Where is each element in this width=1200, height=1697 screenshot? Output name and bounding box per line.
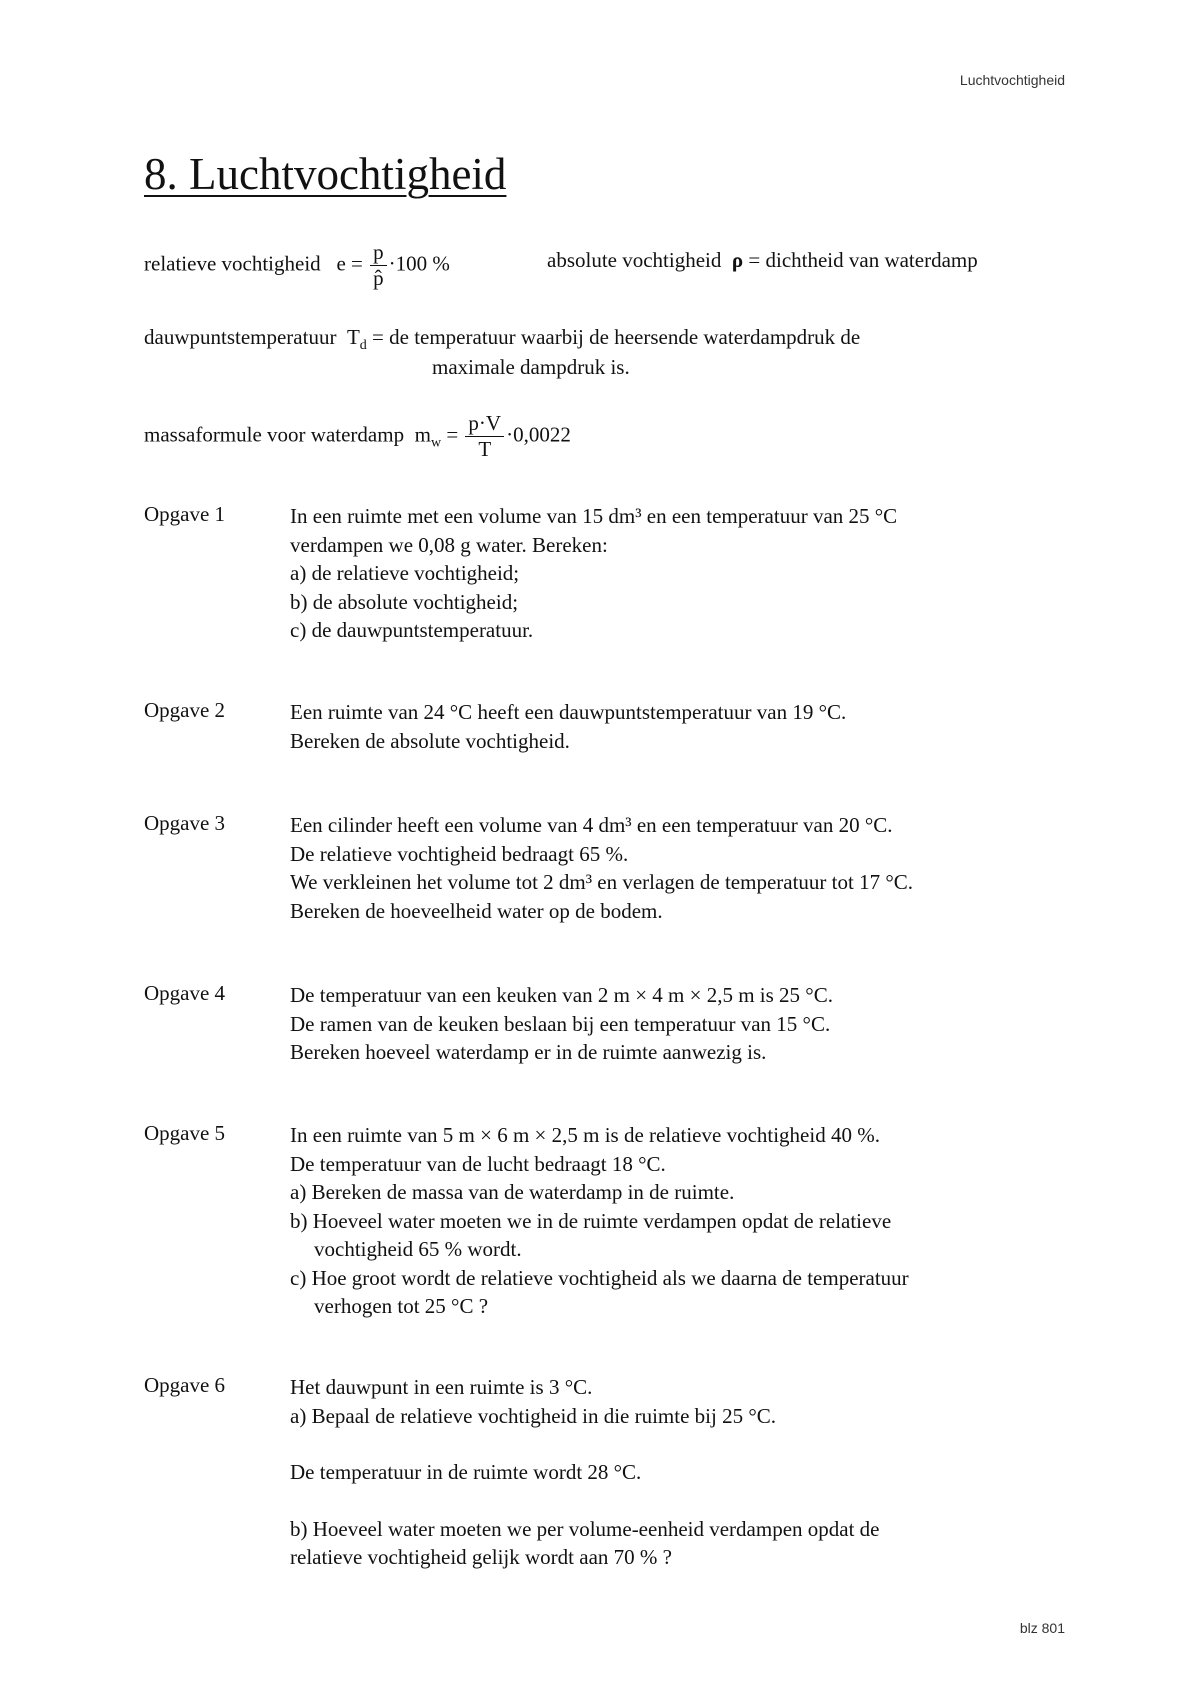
- mass-formula: [144, 413, 571, 460]
- running-header: Luchtvochtigheid: [959, 72, 1065, 88]
- rel-lhs: e =: [336, 251, 363, 276]
- exercise-line: c) Hoe groot wordt de relatieve vochtigheid als we daarna de temperatuur: [290, 1265, 909, 1290]
- exercise-5-text: [290, 1121, 909, 1321]
- exercise-line: Bereken de absolute vochtigheid.: [290, 728, 570, 753]
- dew-def-line1: = de temperatuur waarbij de heersende waterdampdruk de: [372, 325, 861, 349]
- abs-label: absolute vochtigheid: [547, 248, 722, 272]
- abs-symbol: ρ: [731, 248, 744, 272]
- mass-denominator: T: [478, 437, 492, 461]
- dew-def-line2: maximale dampdruk is.: [432, 355, 630, 379]
- dew-symbol: T: [346, 325, 360, 349]
- exercise-line: b) Hoeveel water moeten we per volume-eenheid verdampen opdat de: [290, 1516, 880, 1541]
- exercise-line: We verkleinen het volume tot 2 dm³ en verlagen de temperatuur tot 17 °C.: [290, 870, 913, 894]
- mass-rhs: ·0,0022: [506, 422, 571, 447]
- page-number: blz 801: [1019, 1620, 1065, 1636]
- exercise-line: verhogen tot 25 °C ?: [314, 1294, 489, 1318]
- rel-fraction: [370, 242, 387, 289]
- exercise-line: b) de absolute vochtigheid;: [290, 589, 519, 614]
- rel-label: relatieve vochtigheid: [144, 251, 321, 276]
- mass-numerator: p·V: [465, 413, 504, 437]
- exercise-3-text: [290, 811, 913, 925]
- mass-fraction: [465, 413, 504, 460]
- mass-lhs: m: [414, 422, 431, 447]
- exercise-6-text: [290, 1373, 880, 1572]
- dew-label: dauwpuntstemperatuur: [144, 325, 337, 349]
- exercise-4-text: [290, 981, 833, 1067]
- exercise-1-text: [290, 502, 897, 645]
- exercise-line: De temperatuur in de ruimte wordt 28 °C.: [290, 1460, 642, 1484]
- exercise-line: c) de dauwpuntstemperatuur.: [290, 618, 534, 642]
- exercise-line: Een cilinder heeft een volume van 4 dm³ en een temperatuur van 20 °C.: [290, 813, 893, 837]
- exercise-line: De temperatuur van een keuken van 2 m × 4 m × 2,5 m is 25 °C.: [290, 983, 833, 1007]
- spacer: [290, 1487, 880, 1515]
- exercise-line: Het dauwpunt in een ruimte is 3 °C.: [290, 1375, 593, 1399]
- exercise-line: De temperatuur van de lucht bedraagt 18 °C.: [290, 1151, 666, 1176]
- mass-label: massaformule voor waterdamp: [144, 422, 405, 447]
- exercise-line: a) Bereken de massa van de waterdamp in de ruimte.: [290, 1180, 735, 1204]
- page-title: 8. Luchtvochtigheid: [144, 149, 507, 199]
- abs-def: = dichtheid van waterdamp: [748, 248, 978, 272]
- relative-humidity-formula: [144, 242, 450, 289]
- exercise-5-label: Opgave 5: [144, 1121, 226, 1145]
- exercise-3-label: Opgave 3: [144, 811, 226, 835]
- exercise-6-label: Opgave 6: [144, 1373, 226, 1397]
- rel-rhs: ·100 %: [388, 251, 450, 276]
- exercise-line: a) de relatieve vochtigheid;: [290, 561, 520, 585]
- spacer: [290, 1430, 880, 1458]
- exercise-line: vochtigheid 65 % wordt.: [314, 1237, 522, 1261]
- exercise-line: relatieve vochtigheid gelijk wordt aan 70 % ?: [290, 1545, 672, 1569]
- exercise-line: a) Bepaal de relatieve vochtigheid in die ruimte bij 25 °C.: [290, 1403, 776, 1428]
- mass-subscript: w: [430, 435, 442, 451]
- exercise-2-text: [290, 698, 846, 755]
- rel-numerator: p: [370, 242, 387, 266]
- absolute-humidity-definition: [547, 248, 978, 273]
- exercise-line: De ramen van de keuken beslaan bij een temperatuur van 15 °C.: [290, 1011, 831, 1036]
- exercise-line: Bereken de hoeveelheid water op de bodem.: [290, 898, 663, 923]
- exercise-line: b) Hoeveel water moeten we in de ruimte verdampen opdat de relatieve: [290, 1208, 892, 1233]
- exercise-line: Bereken hoeveel waterdamp er in de ruimte aanwezig is.: [290, 1040, 767, 1064]
- exercise-line: Een ruimte van 24 °C heeft een dauwpuntstemperatuur van 19 °C.: [290, 700, 847, 724]
- exercise-line: In een ruimte van 5 m × 6 m × 2,5 m is de relatieve vochtigheid 40 %.: [290, 1123, 880, 1147]
- exercise-1-label: Opgave 1: [144, 502, 226, 526]
- mass-eq: =: [446, 422, 459, 447]
- dew-point-definition: [144, 325, 860, 354]
- exercise-line: In een ruimte met een volume van 15 dm³ en een temperatuur van 25 °C: [290, 504, 898, 528]
- exercise-line: De relatieve vochtigheid bedraagt 65 %.: [290, 841, 629, 866]
- exercise-2-label: Opgave 2: [144, 698, 226, 722]
- exercise-4-label: Opgave 4: [144, 981, 226, 1005]
- exercise-line: verdampen we 0,08 g water. Bereken:: [290, 532, 608, 557]
- dew-subscript: d: [359, 338, 367, 354]
- rel-denominator: p̂: [373, 266, 384, 290]
